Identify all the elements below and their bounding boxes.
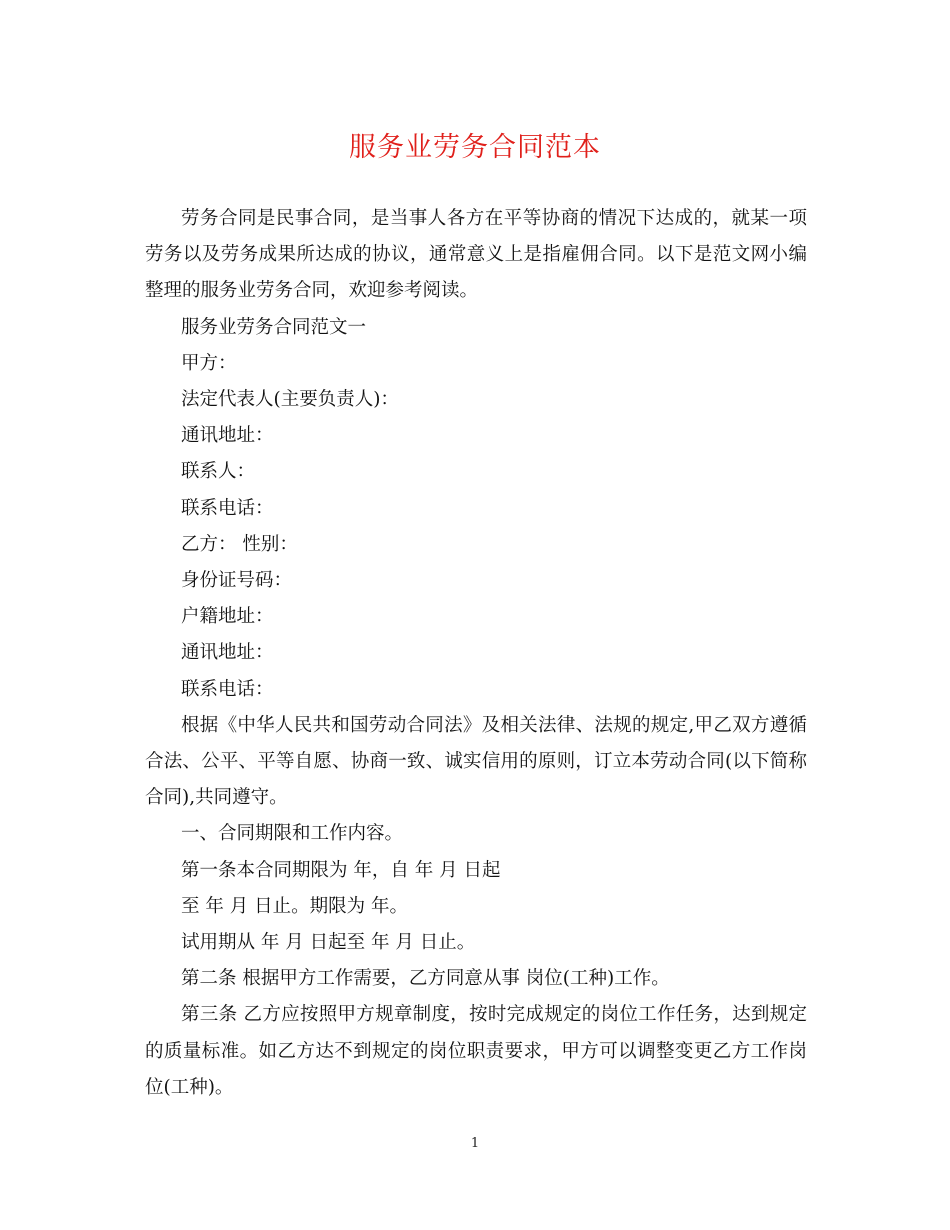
paragraph-probation: 试用期从 年 月 日起至 年 月 日止。 (181, 932, 476, 954)
paragraph-party-b-phone: 联系电话： (181, 678, 274, 700)
paragraph-article-three: 第三条 乙方应按照甲方规章制度，按时完成规定的岗位工作任务，达到规定的质量标准。如乙方达不到规定的岗位职责要求，甲方可以调整变更乙方工作岗位(工种)。 (145, 1004, 807, 1098)
paragraph-intro: 劳务合同是民事合同，是当事人各方在平等协商的情况下达成的，就某一项劳务以及劳务成果所达成的协议，通常意义上是指雇佣合同。以下是范文网小编整理的服务业劳务合同，欢迎参考阅读。 (145, 208, 807, 302)
paragraph-article-two: 第二条 根据甲方工作需要，乙方同意从事 岗位(工种)工作。 (181, 968, 670, 990)
paragraph-chapter-one: 一、合同期限和工作内容。 (181, 823, 404, 845)
paragraph-id-number: 身份证号码： (181, 570, 293, 592)
paragraph-party-a-phone: 联系电话： (181, 497, 274, 519)
page-number: 1 (470, 1136, 480, 1151)
paragraph-legal-basis: 根据《中华人民共和国劳动合同法》及相关法律、法规的规定,甲乙双方遵循合法、公平、平等自愿、协商一致、诚实信用的原则，订立本劳动合同(以下简称合同),共同遵守。 (145, 714, 807, 809)
paragraph-household-address: 户籍地址： (181, 606, 274, 628)
paragraph-contact-person: 联系人： (181, 461, 256, 483)
document-body (145, 201, 807, 1106)
paragraph-legal-representative: 法定代表人(主要负责人)： (181, 389, 399, 411)
paragraph-party-b-address: 通讯地址： (181, 642, 274, 664)
document-title: 服务业劳务合同范本 (349, 132, 601, 163)
paragraph-section-title: 服务业劳务合同范文一 (181, 316, 367, 338)
paragraph-party-b: 乙方： 性别： (181, 533, 298, 555)
paragraph-party-a-address: 通讯地址： (181, 425, 274, 447)
paragraph-article-one-term: 第一条本合同期限为 年，自 年 月 日起 (181, 859, 501, 881)
paragraph-article-one-end: 至 年 月 日止。期限为 年。 (181, 895, 409, 917)
paragraph-party-a: 甲方： (181, 352, 237, 374)
